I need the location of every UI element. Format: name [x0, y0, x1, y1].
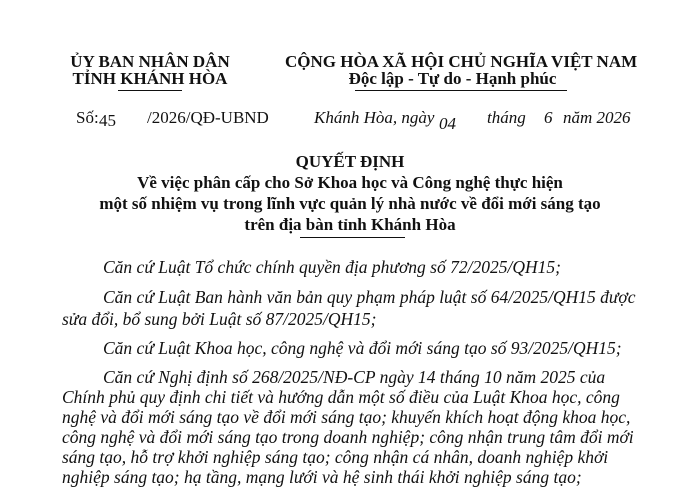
month-label: tháng	[487, 108, 526, 127]
legal-basis-4-line4: công nghệ và đổi mới sáng tạo trong doanh nghiệp; công nhận trung tâm đổi mới	[62, 427, 634, 447]
document-number: 45	[99, 111, 116, 130]
legal-basis-4-line3: nghệ và đổi mới sáng tạo về đổi mới sáng tạo; khuyến khích hoạt động khoa học,	[62, 407, 631, 427]
place-date-label: Khánh Hòa, ngày	[314, 108, 435, 127]
legal-basis-2-line2: sửa đổi, bổ sung bởi Luật số 87/2025/QH15;	[62, 309, 377, 329]
title-underline	[300, 237, 405, 238]
legal-basis-4-line2: Chính phủ quy định chi tiết và hướng dẫn một số điều của Luật Khoa học, công	[62, 387, 620, 407]
legal-basis-4-line5: sáng tạo, hỗ trợ khởi nghiệp sáng tạo; công nhận cá nhân, doanh nghiệp khởi	[62, 447, 609, 467]
legal-basis-4-line6: nghiệp sáng tạo; hạ tầng, mạng lưới và hệ sinh thái khởi nghiệp sáng tạo;	[62, 467, 582, 487]
issuing-body-line2: TỈNH KHÁNH HÒA	[72, 69, 228, 88]
left-header-underline	[118, 90, 182, 91]
decision-heading: QUYẾT ĐỊNH	[295, 152, 405, 171]
legal-basis-3: Căn cứ Luật Khoa học, công nghệ và đổi mới sáng tạo số 93/2025/QH15;	[103, 338, 622, 358]
document-number-suffix: /2026/QĐ-UBND	[147, 108, 269, 127]
decision-subject-line1: Về việc phân cấp cho Sở Khoa học và Công nghệ thực hiện	[137, 173, 563, 192]
decision-subject-line2: một số nhiệm vụ trong lĩnh vực quản lý nhà nước về đổi mới sáng tạo	[99, 194, 601, 213]
document-number-label: Số:	[76, 108, 99, 127]
legal-basis-2-line1: Căn cứ Luật Ban hành văn bản quy phạm pháp luật số 64/2025/QH15 được	[103, 287, 636, 307]
national-title: CỘNG HÒA XÃ HỘI CHỦ NGHĨA VIỆT NAM	[285, 52, 638, 71]
date-day: 04	[439, 114, 456, 133]
legal-basis-1: Căn cứ Luật Tổ chức chính quyền địa phương số 72/2025/QH15;	[103, 257, 561, 277]
issuing-body-line1: ỦY BAN NHÂN DÂN	[70, 52, 230, 71]
decision-subject-line3: trên địa bàn tỉnh Khánh Hòa	[244, 215, 456, 234]
right-header-underline	[355, 90, 567, 91]
legal-basis-4-line1: Căn cứ Nghị định số 268/2025/NĐ-CP ngày 14 tháng 10 năm 2025 của	[103, 367, 606, 387]
date-month: 6	[544, 108, 553, 127]
year-text: năm 2026	[563, 108, 631, 127]
national-motto: Độc lập - Tự do - Hạnh phúc	[348, 69, 557, 88]
